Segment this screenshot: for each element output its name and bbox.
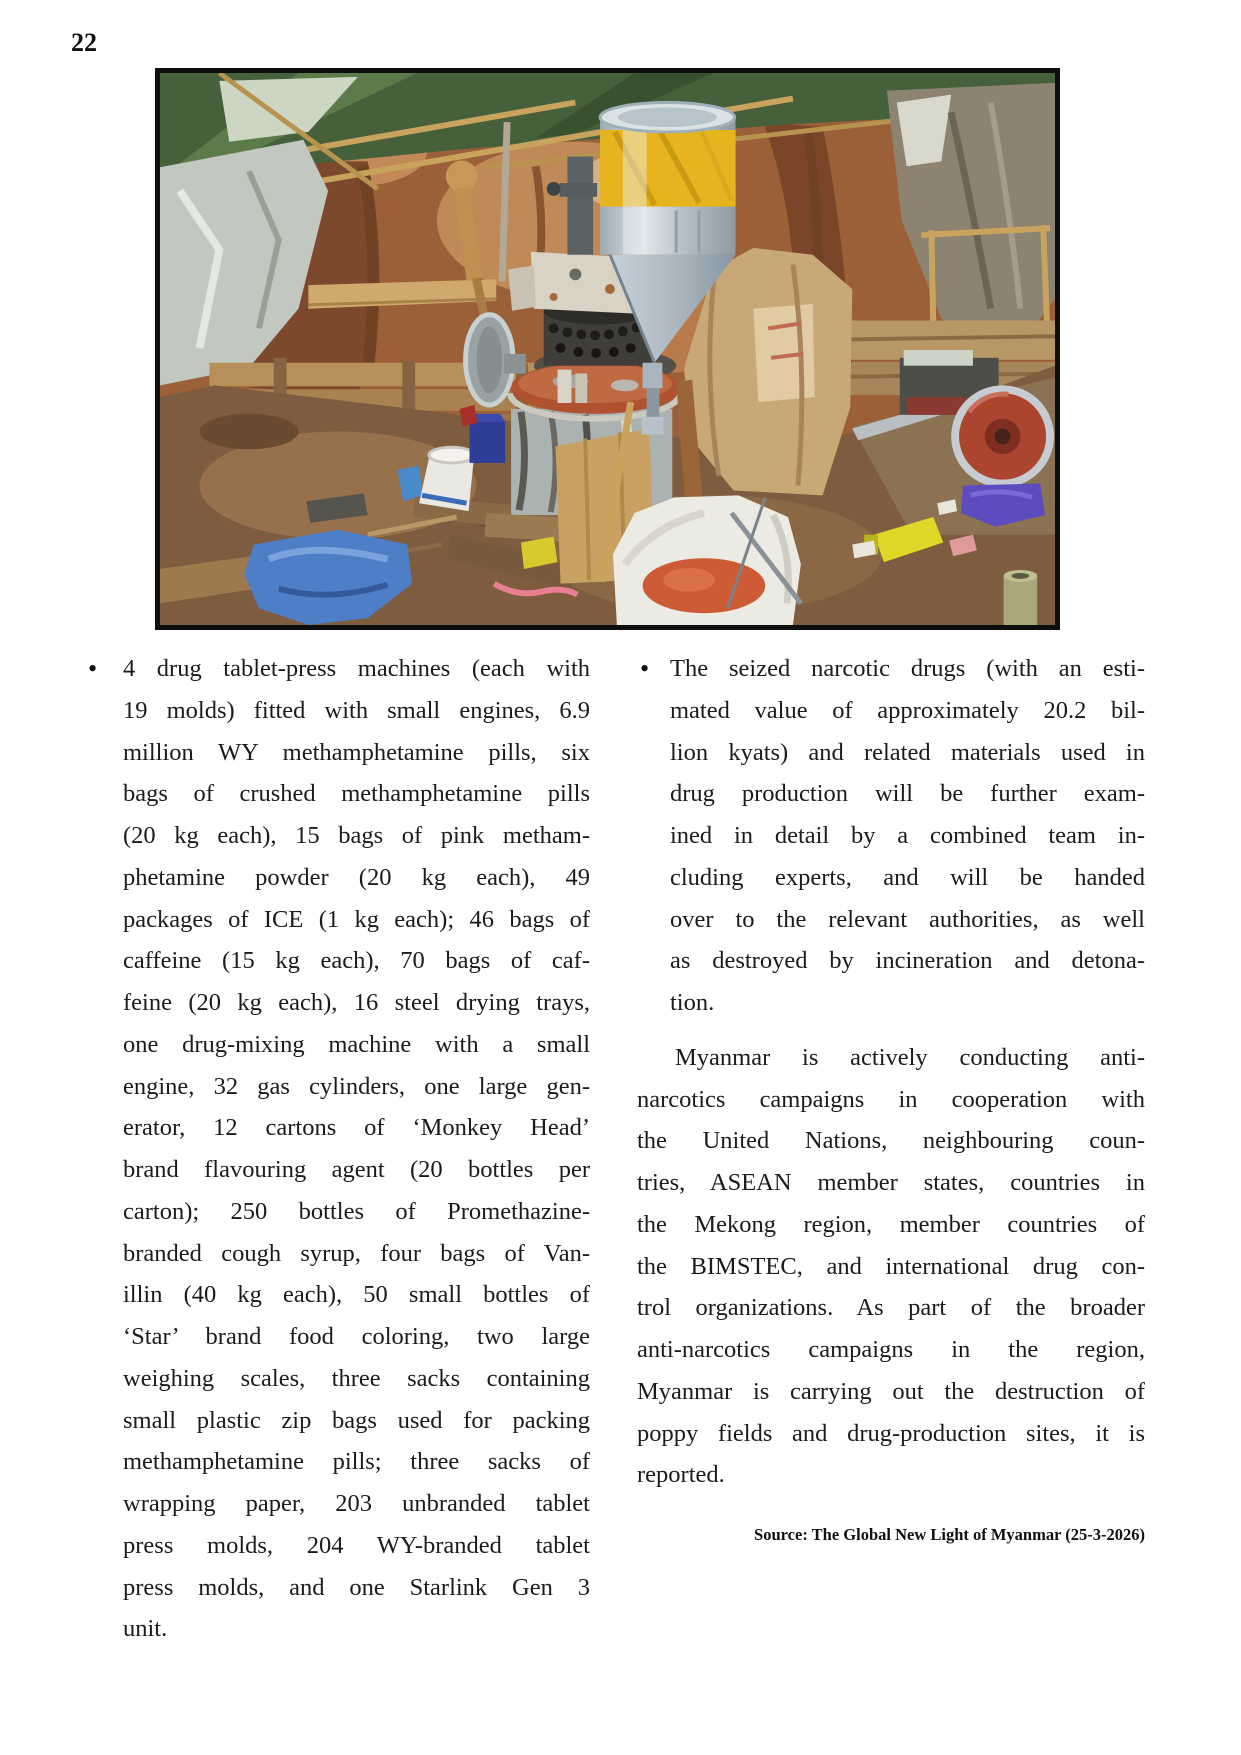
text-line: small plastic zip bags used for packing	[123, 1406, 590, 1434]
closing-paragraph	[637, 1037, 1145, 1496]
left-column	[88, 648, 590, 1650]
text-line: wrapping paper, 203 unbranded tablet	[123, 1490, 590, 1517]
text-line: reported.	[637, 1461, 725, 1489]
text-line: carton); 250 bottles of Promethazine-	[123, 1197, 590, 1225]
right-column	[637, 648, 1145, 1547]
text-line: branded cough syrup, four bags of Van-	[123, 1239, 590, 1267]
text-line: ‘Star’ brand food coloring, two large	[123, 1323, 590, 1350]
text-line: phetamine powder (20 kg each), 49	[123, 863, 590, 891]
text-line: one drug-mixing machine with a small	[123, 1030, 590, 1058]
text-line: trol organizations. As part of the broader	[637, 1294, 1145, 1322]
text-line: mated value of approximately 20.2 bil-	[670, 696, 1145, 724]
text-line: the BIMSTEC, and international drug con-	[637, 1252, 1145, 1280]
text-line: 19 molds) fitted with small engines, 6.9	[123, 696, 590, 724]
text-line: (20 kg each), 15 bags of pink metham-	[123, 822, 590, 849]
right-bullet-item	[637, 648, 1145, 1024]
bullet-marker: •	[88, 654, 98, 683]
text-line: press molds, and one Starlink Gen 3	[123, 1573, 590, 1601]
text-line: the Mekong region, member countries of	[637, 1210, 1145, 1238]
text-line: anti-narcotics campaigns in the region,	[637, 1336, 1145, 1363]
text-line: drug production will be further exam-	[670, 780, 1145, 808]
text-line: narcotics campaigns in cooperation with	[637, 1085, 1145, 1113]
text-line: erator, 12 cartons of ‘Monkey Head’	[123, 1114, 590, 1142]
text-line: million WY methamphetamine pills, six	[123, 738, 590, 766]
left-bullet-text	[123, 648, 590, 1650]
right-bullet-text	[670, 648, 1145, 1024]
page-number: 22	[71, 28, 97, 57]
text-line: ined in detail by a combined team in-	[670, 822, 1145, 849]
source-attribution: Source: The Global New Light of Myanmar (25-3-2026)	[754, 1525, 1145, 1544]
text-line: lion kyats) and related materials used in	[670, 738, 1145, 766]
text-line: brand flavouring agent (20 bottles per	[123, 1156, 590, 1183]
text-line: tries, ASEAN member states, countries in	[637, 1169, 1145, 1196]
text-line: engine, 32 gas cylinders, one large gen-	[123, 1072, 590, 1100]
text-line: bags of crushed methamphetamine pills	[123, 780, 590, 808]
text-line: methamphetamine pills; three sacks of	[123, 1448, 590, 1476]
text-line: poppy fields and drug-production sites, it is	[637, 1419, 1145, 1447]
text-line: feine (20 kg each), 16 steel drying trays,	[123, 989, 590, 1016]
text-line: as destroyed by incineration and detona-	[670, 947, 1145, 975]
powder-bag	[613, 495, 801, 625]
text-line: illin (40 kg each), 50 small bottles of	[123, 1281, 590, 1309]
text-line: caffeine (15 kg each), 70 bags of caf-	[123, 947, 590, 975]
text-line: unit.	[123, 1615, 168, 1643]
text-line: over to the relevant authorities, as well	[670, 905, 1145, 933]
article-photo	[155, 68, 1060, 630]
text-line: weighing scales, three sacks containing	[123, 1364, 590, 1392]
text-line: Myanmar is actively conducting anti-	[675, 1043, 1145, 1071]
text-line: cluding experts, and will be handed	[670, 863, 1145, 891]
left-bullet-item	[88, 648, 590, 1650]
text-line: Myanmar is carrying out the destruction of	[637, 1377, 1145, 1405]
photo-illustration	[160, 73, 1055, 625]
text-line: press molds, 204 WY-branded tablet	[123, 1531, 590, 1559]
text-line: The seized narcotic drugs (with an esti-	[670, 655, 1145, 682]
text-line: 4 drug tablet-press machines (each with	[123, 655, 590, 682]
text-line: packages of ICE (1 kg each); 46 bags of	[123, 905, 590, 933]
bullet-marker: •	[640, 654, 650, 683]
text-line: tion.	[670, 989, 715, 1016]
text-line: the United Nations, neighbouring coun-	[637, 1127, 1145, 1155]
